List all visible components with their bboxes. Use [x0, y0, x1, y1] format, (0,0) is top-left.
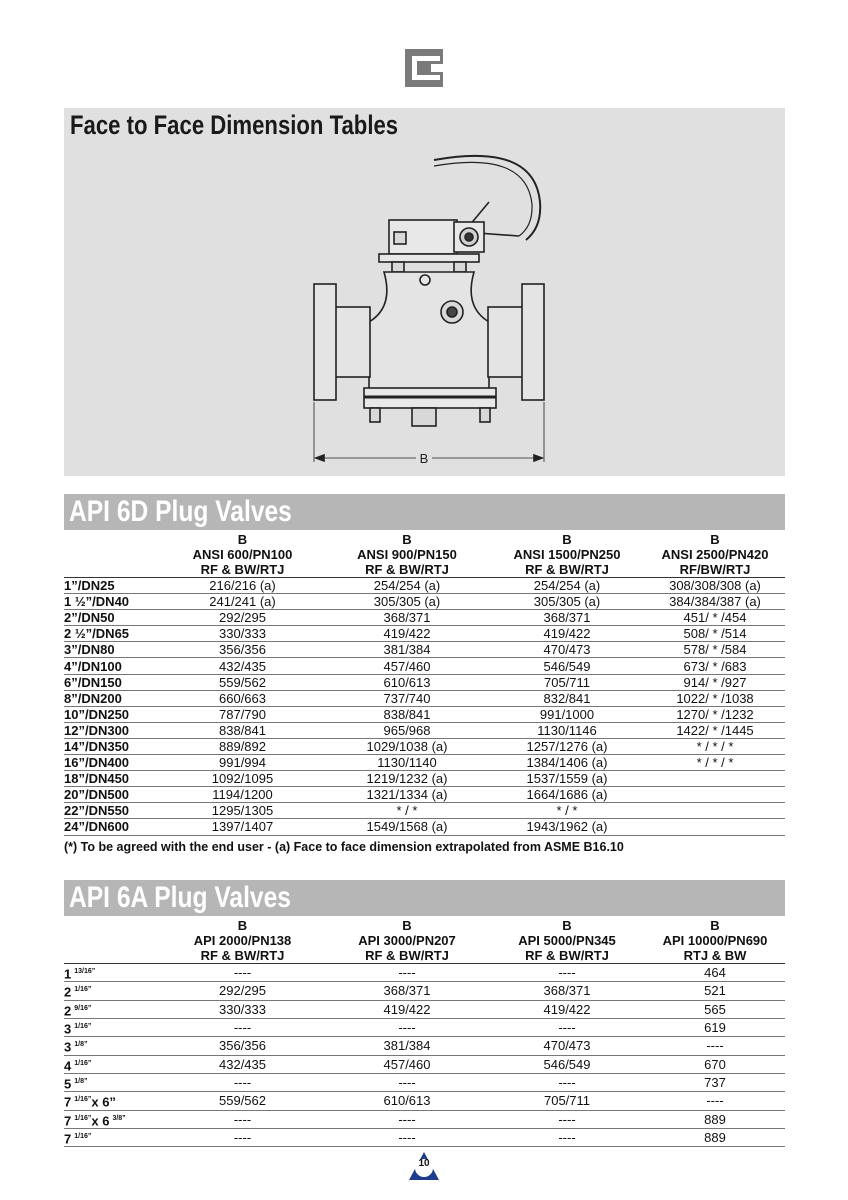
- value-cell: 832/841: [489, 690, 645, 706]
- value-cell: 1092/1095: [160, 771, 325, 787]
- col-header: API 5000/PN345: [518, 933, 616, 948]
- footnote: (*) To be agreed with the end user - (a) Face to face dimension extrapolated from ASME B16.10: [64, 840, 624, 854]
- table-row: [64, 771, 785, 787]
- value-cell: 368/371: [325, 982, 489, 1000]
- size-cell: 1 ½”/DN40: [64, 594, 160, 610]
- table-row: [64, 578, 785, 594]
- value-cell: 368/371: [489, 982, 645, 1000]
- col-header: RF & BW/RTJ: [325, 948, 489, 964]
- value-cell: 381/384: [325, 642, 489, 658]
- value-cell: 889: [645, 1128, 785, 1146]
- api6a-dimension-table: [64, 918, 785, 1147]
- valve-figure-panel: [64, 108, 785, 476]
- table-row: [64, 1037, 785, 1055]
- size-cell: 12”/DN300: [64, 722, 160, 738]
- value-cell: 330/333: [160, 1000, 325, 1018]
- col-header: RTJ & BW: [645, 948, 785, 964]
- value-cell: ----: [489, 964, 645, 982]
- value-cell: 578/ * /584: [645, 642, 785, 658]
- size-cell: 18”/DN450: [64, 771, 160, 787]
- size-cell: 3 $^{1/16”}$: [64, 1018, 160, 1036]
- col-header: RF & BW/RTJ: [160, 562, 325, 578]
- dimension-b-label: B: [419, 451, 429, 466]
- value-cell: 308/308/308 (a): [645, 578, 785, 594]
- value-cell: 1664/1686 (a): [489, 787, 645, 803]
- value-cell: ----: [325, 964, 489, 982]
- value-cell: ----: [325, 1128, 489, 1146]
- value-cell: 356/356: [160, 642, 325, 658]
- size-cell: 2 ½”/DN65: [64, 626, 160, 642]
- col-header: API 2000/PN138: [193, 933, 292, 948]
- value-cell: ----: [645, 1037, 785, 1055]
- col-header: RF/BW/RTJ: [645, 562, 785, 578]
- value-cell: 241/241 (a): [160, 594, 325, 610]
- value-cell: 546/549: [489, 658, 645, 674]
- size-cell: 7 $^{1/16”}$: [64, 1128, 160, 1146]
- value-cell: 305/305 (a): [325, 594, 489, 610]
- col-header: RF & BW/RTJ: [489, 562, 645, 578]
- value-cell: 254/254 (a): [489, 578, 645, 594]
- table-row: [64, 1055, 785, 1073]
- value-cell: 991/994: [160, 755, 325, 771]
- size-cell: 7 $^{1/16”}$x 6”: [64, 1092, 160, 1110]
- table-row: [64, 1110, 785, 1128]
- api6d-dimension-table: [64, 532, 785, 836]
- value-cell: 305/305 (a): [489, 594, 645, 610]
- value-cell: 292/295: [160, 610, 325, 626]
- value-cell: 1270/ * /1232: [645, 706, 785, 722]
- value-cell: 610/613: [325, 674, 489, 690]
- col-header: ANSI 900/PN150: [357, 547, 457, 562]
- size-cell: 3”/DN80: [64, 642, 160, 658]
- value-cell: 457/460: [325, 658, 489, 674]
- value-cell: 432/435: [160, 658, 325, 674]
- col-header: B: [402, 918, 412, 933]
- col-header: API 3000/PN207: [358, 933, 456, 948]
- value-cell: [645, 819, 785, 835]
- value-cell: 838/841: [325, 706, 489, 722]
- value-cell: 838/841: [160, 722, 325, 738]
- size-cell: 22”/DN550: [64, 803, 160, 819]
- value-cell: ----: [325, 1018, 489, 1036]
- value-cell: 965/968: [325, 722, 489, 738]
- size-cell: 14”/DN350: [64, 738, 160, 754]
- value-cell: 521: [645, 982, 785, 1000]
- col-header: RF & BW/RTJ: [160, 948, 325, 964]
- value-cell: 1384/1406 (a): [489, 755, 645, 771]
- value-cell: 1422/ * /1445: [645, 722, 785, 738]
- table-row: [64, 642, 785, 658]
- value-cell: 559/562: [160, 674, 325, 690]
- size-cell: 1 $^{13/16”}$: [64, 964, 160, 982]
- value-cell: 1943/1962 (a): [489, 819, 645, 835]
- value-cell: 1397/1407: [160, 819, 325, 835]
- value-cell: 1130/1140: [325, 755, 489, 771]
- value-cell: 419/422: [489, 626, 645, 642]
- value-cell: 508/ * /514: [645, 626, 785, 642]
- value-cell: 991/1000: [489, 706, 645, 722]
- page-number: 10: [418, 1158, 430, 1169]
- size-cell: 2 $^{9/16”}$: [64, 1000, 160, 1018]
- value-cell: 254/254 (a): [325, 578, 489, 594]
- value-cell: * / *: [489, 803, 645, 819]
- value-cell: 619: [645, 1018, 785, 1036]
- value-cell: 889: [645, 1110, 785, 1128]
- value-cell: ----: [489, 1073, 645, 1091]
- size-cell: 4 $^{1/16”}$: [64, 1055, 160, 1073]
- col-header: B: [562, 918, 572, 933]
- table-row: [64, 626, 785, 642]
- col-header: B: [562, 532, 572, 547]
- col-header: B: [237, 532, 248, 547]
- table-row: [64, 964, 785, 982]
- value-cell: 705/711: [489, 674, 645, 690]
- value-cell: ----: [325, 1073, 489, 1091]
- value-cell: * / * / *: [645, 755, 785, 771]
- value-cell: 419/422: [325, 1000, 489, 1018]
- col-header: B: [710, 918, 720, 933]
- value-cell: 889/892: [160, 738, 325, 754]
- value-cell: 457/460: [325, 1055, 489, 1073]
- col-header: ANSI 2500/PN420: [661, 547, 769, 562]
- table-row: [64, 1018, 785, 1036]
- value-cell: ----: [489, 1128, 645, 1146]
- value-cell: ----: [160, 1073, 325, 1091]
- value-cell: 737/740: [325, 690, 489, 706]
- size-cell: 4”/DN100: [64, 658, 160, 674]
- table-row: [64, 690, 785, 706]
- table-row: [64, 819, 785, 835]
- value-cell: 368/371: [489, 610, 645, 626]
- value-cell: 419/422: [325, 626, 489, 642]
- value-cell: ----: [160, 1128, 325, 1146]
- plug-valve-drawing: [304, 132, 614, 468]
- value-cell: [645, 803, 785, 819]
- value-cell: 470/473: [489, 642, 645, 658]
- col-header: ANSI 600/PN100: [192, 547, 293, 562]
- value-cell: 787/790: [160, 706, 325, 722]
- api6d-section-header: [64, 494, 785, 530]
- value-cell: 565: [645, 1000, 785, 1018]
- col-header: B: [237, 918, 248, 933]
- col-header: RF & BW/RTJ: [489, 948, 645, 964]
- size-cell: 2”/DN50: [64, 610, 160, 626]
- table-row: [64, 1073, 785, 1091]
- size-cell: 20”/DN500: [64, 787, 160, 803]
- table-row: [64, 803, 785, 819]
- table-row: [64, 594, 785, 610]
- value-cell: 1130/1146: [489, 722, 645, 738]
- size-cell: 6”/DN150: [64, 674, 160, 690]
- value-cell: 368/371: [325, 610, 489, 626]
- value-cell: 670: [645, 1055, 785, 1073]
- value-cell: 1321/1334 (a): [325, 787, 489, 803]
- col-header: ANSI 1500/PN250: [513, 547, 621, 562]
- value-cell: 432/435: [160, 1055, 325, 1073]
- page-title: Face to Face Dimension Tables: [70, 110, 399, 140]
- value-cell: 356/356: [160, 1037, 325, 1055]
- value-cell: 914/ * /927: [645, 674, 785, 690]
- size-cell: 7 $^{1/16”}$x 6 $^{3/8”}$: [64, 1110, 160, 1128]
- size-cell: 2 $^{1/16”}$: [64, 982, 160, 1000]
- table-row: [64, 1000, 785, 1018]
- value-cell: 559/562: [160, 1092, 325, 1110]
- value-cell: [645, 787, 785, 803]
- col-header: B: [710, 532, 720, 547]
- table-row: [64, 787, 785, 803]
- size-cell: 3 $^{1/8”}$: [64, 1037, 160, 1055]
- page-number-badge: [408, 1151, 440, 1181]
- value-cell: * / * / *: [645, 738, 785, 754]
- table-row: [64, 755, 785, 771]
- value-cell: ----: [489, 1018, 645, 1036]
- value-cell: 660/663: [160, 690, 325, 706]
- value-cell: 673/ * /683: [645, 658, 785, 674]
- col-header: B: [402, 532, 412, 547]
- value-cell: 1022/ * /1038: [645, 690, 785, 706]
- size-cell: 10”/DN250: [64, 706, 160, 722]
- value-cell: 1257/1276 (a): [489, 738, 645, 754]
- size-cell: 24”/DN600: [64, 819, 160, 835]
- value-cell: 384/384/387 (a): [645, 594, 785, 610]
- table-row: [64, 982, 785, 1000]
- value-cell: 610/613: [325, 1092, 489, 1110]
- table-row: [64, 674, 785, 690]
- value-cell: 451/ * /454: [645, 610, 785, 626]
- value-cell: ----: [489, 1110, 645, 1128]
- size-cell: 8”/DN200: [64, 690, 160, 706]
- value-cell: 1194/1200: [160, 787, 325, 803]
- value-cell: * / *: [325, 803, 489, 819]
- value-cell: 470/473: [489, 1037, 645, 1055]
- value-cell: ----: [160, 964, 325, 982]
- table-row: [64, 610, 785, 626]
- api6d-title: API 6D Plug Valves: [69, 495, 292, 528]
- value-cell: 1549/1568 (a): [325, 819, 489, 835]
- table-row: [64, 722, 785, 738]
- col-header: RF & BW/RTJ: [325, 562, 489, 578]
- api6a-section-header: [64, 880, 785, 916]
- value-cell: [645, 771, 785, 787]
- size-cell: 1”/DN25: [64, 578, 160, 594]
- table-row: [64, 706, 785, 722]
- table-row: [64, 658, 785, 674]
- value-cell: 381/384: [325, 1037, 489, 1055]
- value-cell: 330/333: [160, 626, 325, 642]
- table-row: [64, 1128, 785, 1146]
- value-cell: 292/295: [160, 982, 325, 1000]
- value-cell: 546/549: [489, 1055, 645, 1073]
- value-cell: 464: [645, 964, 785, 982]
- value-cell: 216/216 (a): [160, 578, 325, 594]
- value-cell: 1029/1038 (a): [325, 738, 489, 754]
- value-cell: 1295/1305: [160, 803, 325, 819]
- value-cell: 705/711: [489, 1092, 645, 1110]
- value-cell: ----: [160, 1018, 325, 1036]
- size-cell: 5 $^{1/8”}$: [64, 1073, 160, 1091]
- value-cell: ----: [325, 1110, 489, 1128]
- value-cell: 737: [645, 1073, 785, 1091]
- api6a-title: API 6A Plug Valves: [69, 881, 291, 914]
- table-row: [64, 1092, 785, 1110]
- table-row: [64, 738, 785, 754]
- value-cell: ----: [645, 1092, 785, 1110]
- value-cell: ----: [160, 1110, 325, 1128]
- value-cell: 1537/1559 (a): [489, 771, 645, 787]
- value-cell: 419/422: [489, 1000, 645, 1018]
- size-cell: 16”/DN400: [64, 755, 160, 771]
- value-cell: 1219/1232 (a): [325, 771, 489, 787]
- col-header: API 10000/PN690: [662, 933, 768, 948]
- company-logo-icon: [405, 49, 443, 87]
